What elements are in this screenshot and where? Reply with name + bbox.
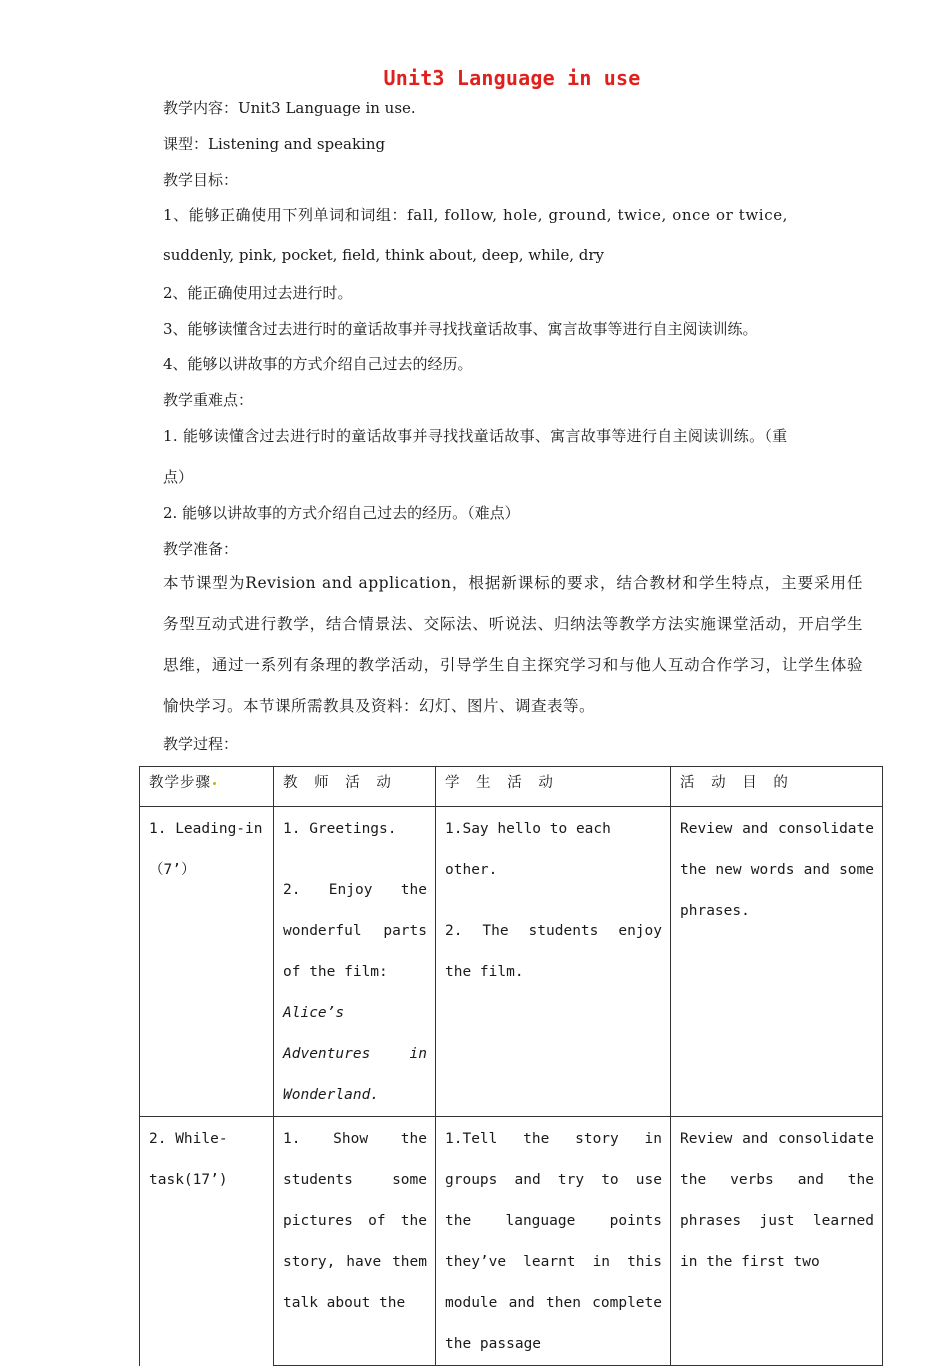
- purpose-cell: Review and consolidate the new words and some phrases.: [671, 807, 883, 1117]
- table-header-row: [140, 767, 883, 807]
- header-teacher: 教 师 活 动: [274, 767, 436, 807]
- step-cell: 1. Leading-in（7’）: [140, 807, 274, 1117]
- process-heading: 教学过程：: [163, 735, 239, 753]
- lesson-table: [139, 766, 883, 1366]
- purpose-cell: Review and consolidate the verbs and the phrases just learned in the first two: [671, 1117, 883, 1366]
- film-title: Alice’s Adventures in Wonderland.: [283, 1005, 427, 1103]
- key-2: 2. 能够以讲故事的方式介绍自己过去的经历。（难点）: [163, 504, 520, 522]
- page-title: Unit3 Language in use: [383, 66, 641, 90]
- teacher-activity-2: 2. Enjoy the wonderful parts of the film:: [283, 882, 427, 980]
- header-step: 教学步骤: [140, 767, 274, 807]
- objective-3: 3、能够读懂含过去进行时的童话故事并寻找找童话故事、寓言故事等进行自主阅读训练。: [163, 320, 758, 338]
- student-cell: 1.Tell the story in groups and try to use the language points they’ve learnt in this module and then complete the passage: [436, 1117, 671, 1366]
- key-1b: 点）: [163, 468, 194, 486]
- objective-4: 4、能够以讲故事的方式介绍自己过去的经历。: [163, 355, 473, 373]
- content-line: 教学内容：Unit3 Language in use.: [163, 99, 416, 117]
- prep-paragraph: 本节课型为Revision and application，根据新课标的要求，结合教材和学生特点，主要采用任务型互动式进行教学，结合情景法、交际法、听说法、归纳法等教学方法实施课堂活动，开启学生思维，通过一系列有条理的教学活动，引导学生自主探究学习和与他人互动合作学习，让学生体验愉快学习。本节课所需教具及资料：幻灯、图片、调查表等。: [163, 574, 863, 715]
- student-activity-1: 1.Say hello to each other.: [445, 821, 611, 878]
- table-row: [140, 807, 883, 1117]
- teacher-activity-1: 1. Greetings.: [283, 821, 397, 837]
- objectives-heading: 教学目标：: [163, 171, 239, 189]
- objective-2: 2、能正确使用过去进行时。: [163, 284, 353, 302]
- objective-1a: 1、能够正确使用下列单词和词组：fall, follow, hole, ground, twice, once or twice,: [163, 206, 789, 224]
- table-row: [140, 1117, 883, 1366]
- key-heading: 教学重难点：: [163, 391, 254, 409]
- header-student: 学 生 活 动: [436, 767, 671, 807]
- objective-1b: suddenly, pink, pocket, field, think about, deep, while, dry: [163, 246, 605, 264]
- key-1a: 1. 能够读懂含过去进行时的童话故事并寻找找童话故事、寓言故事等进行自主阅读训练。（重: [163, 427, 788, 445]
- step-cell: 2. While-task(17’): [140, 1117, 274, 1366]
- header-purpose: 活 动 目 的: [671, 767, 883, 807]
- type-line: 课型：Listening and speaking: [163, 135, 386, 153]
- teacher-cell: [274, 807, 436, 1117]
- student-activity-2: 2. The students enjoy the film.: [445, 923, 662, 980]
- marker-dot: [213, 782, 216, 785]
- teacher-cell: 1. Show the students some pictures of the story, have them talk about the: [274, 1117, 436, 1366]
- student-cell: [436, 807, 671, 1117]
- prep-heading: 教学准备：: [163, 540, 239, 558]
